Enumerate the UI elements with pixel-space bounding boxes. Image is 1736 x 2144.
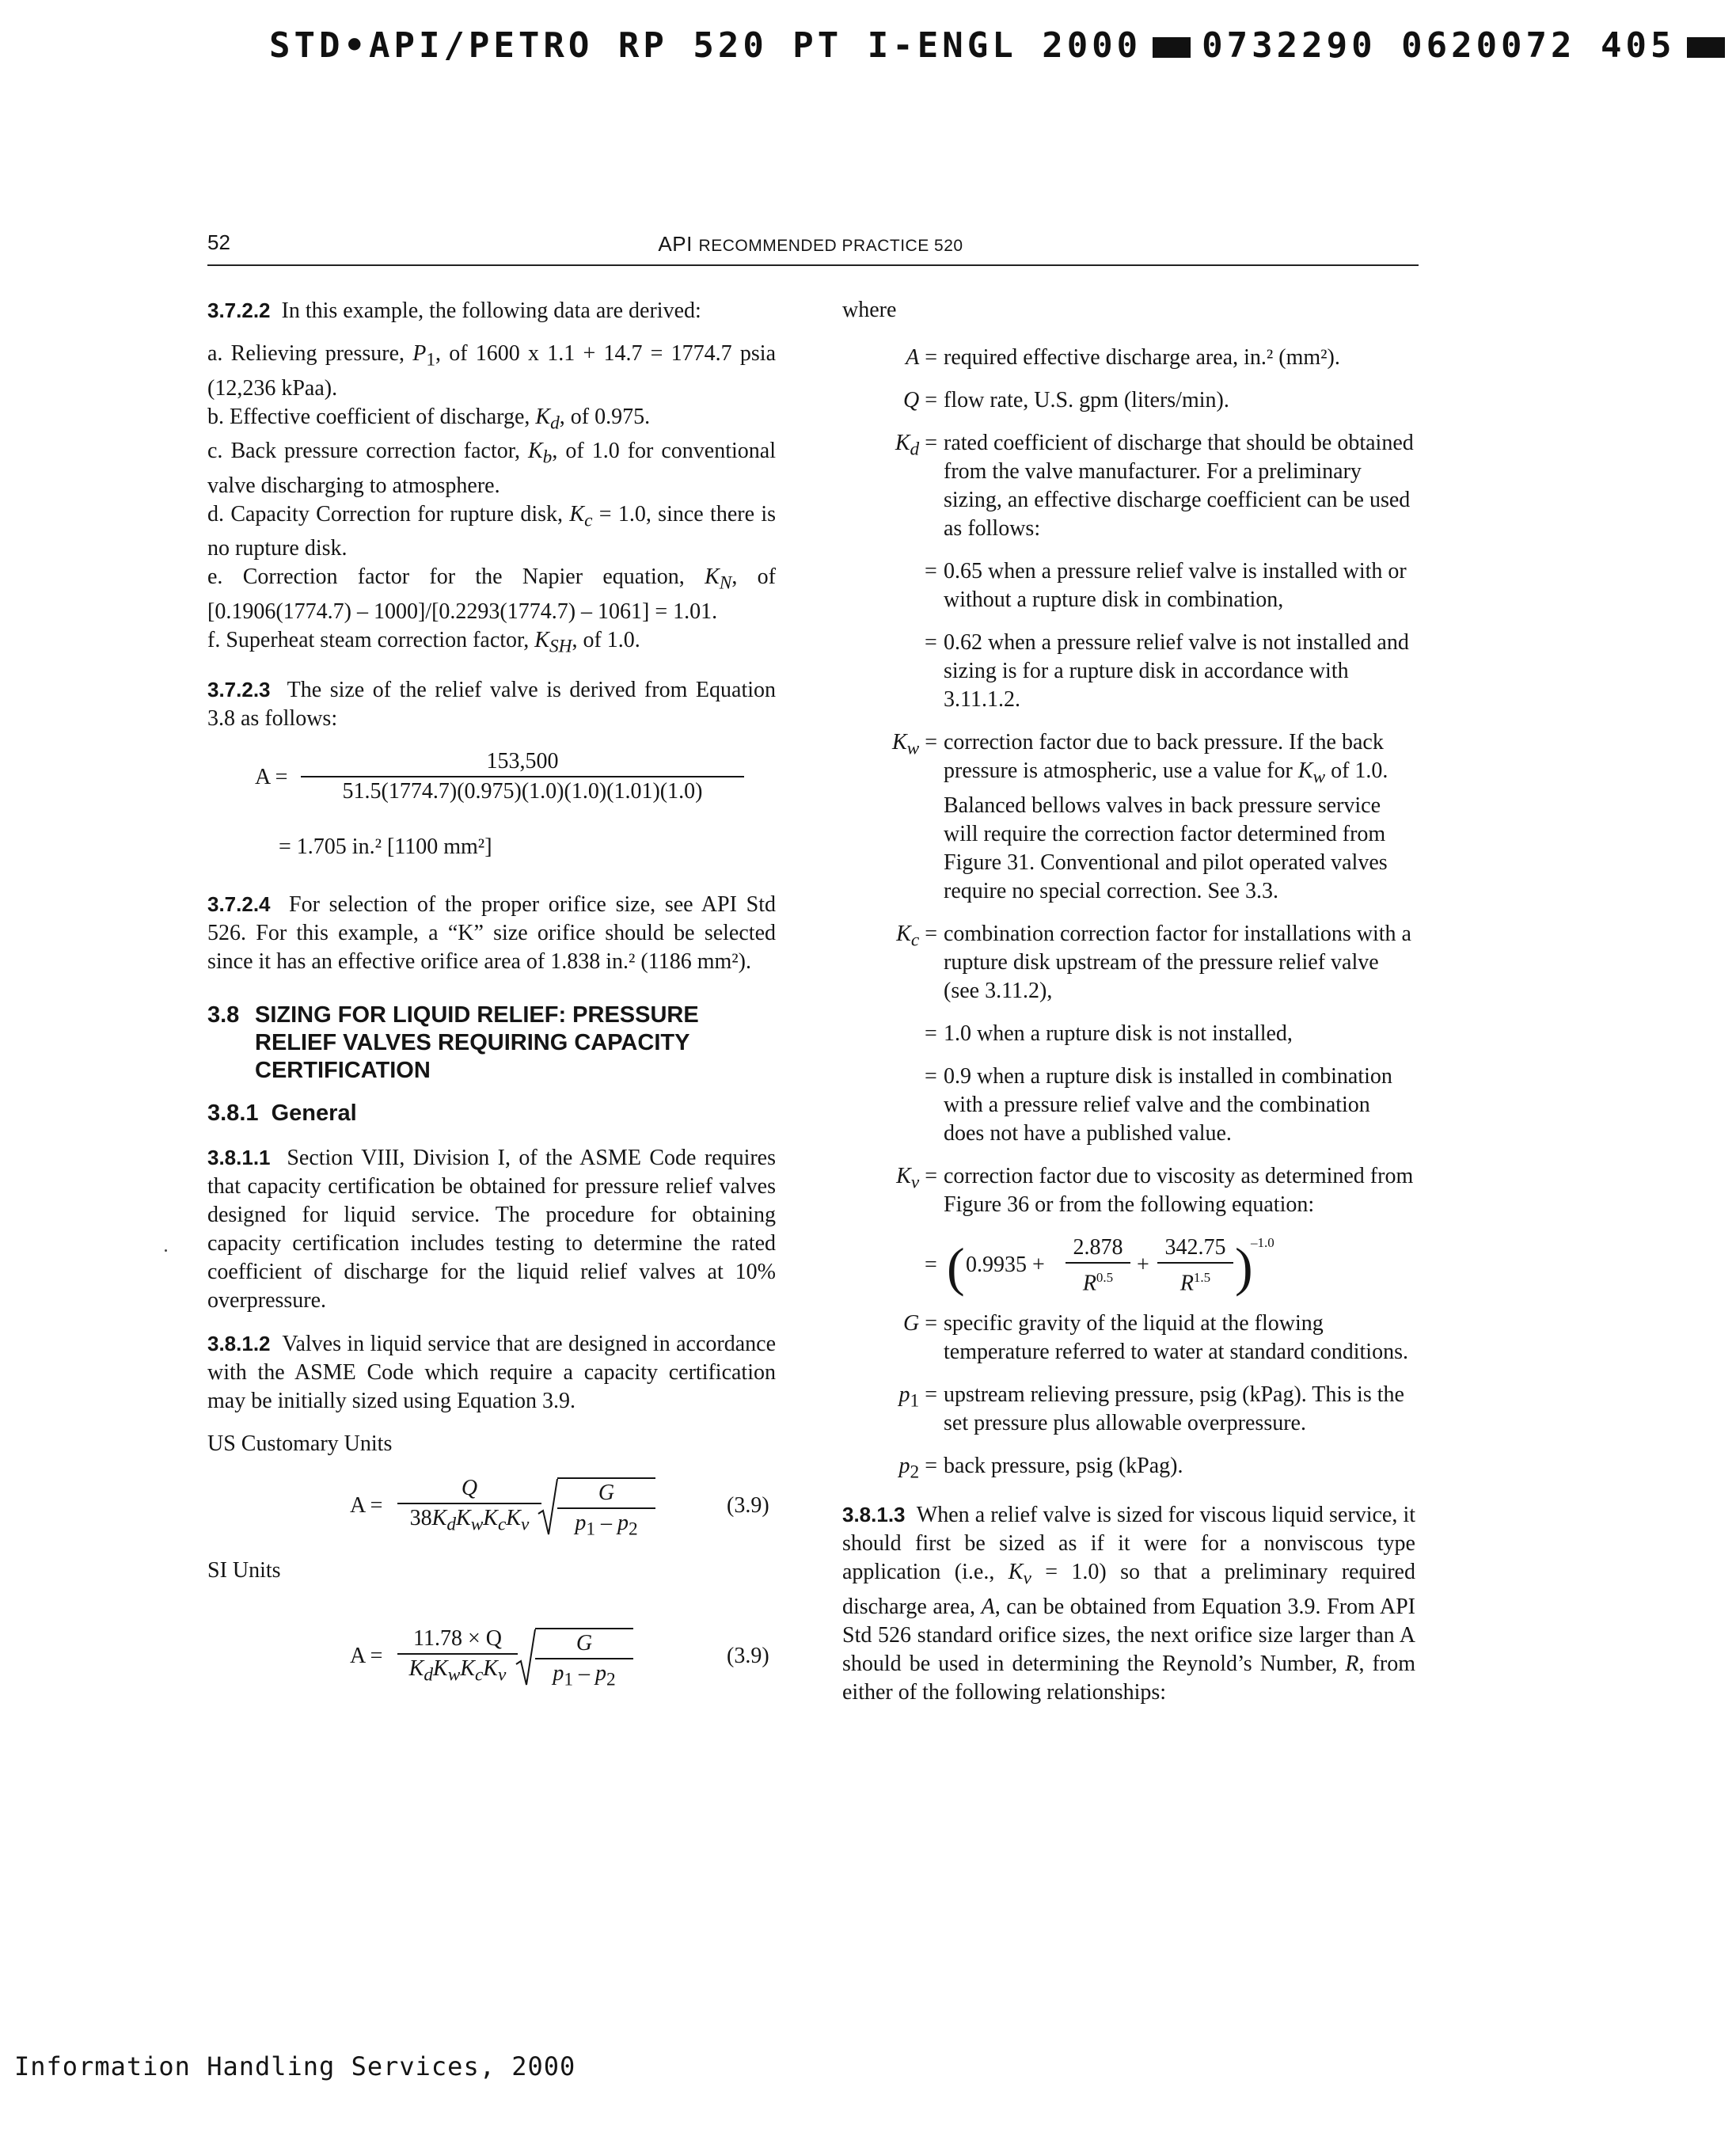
list-item-d: d. Capacity Correction for rupture disk, $K_c = 1.0$, since there is no rupture disk. xyxy=(207,501,776,561)
definition-symbol: Q = xyxy=(902,388,937,412)
g-symbol: G xyxy=(576,1630,593,1656)
definition-text: specific gravity of the liquid at the flowing temperature referred to water at standard conditions. xyxy=(944,1310,1408,1364)
section-number: 3.8.1.3 xyxy=(842,1503,906,1527)
equals-sign: = xyxy=(925,1252,937,1277)
definition-A xyxy=(842,344,1415,372)
section-heading-3-8 xyxy=(207,1002,776,1085)
definition-symbol: $p_1$ = xyxy=(898,1382,937,1412)
definition-text: combination correction factor for installations with a rupture disk upstream of the pressure relief valve (see 3.11.2), xyxy=(944,921,1411,1003)
q-symbol: Q xyxy=(461,1475,478,1500)
equation-number: (3.9) xyxy=(727,1492,769,1518)
paragraph-text: The size of the relief valve is derived from Equation 3.8 as follows: xyxy=(207,677,777,731)
list-item-b: b. Effective coefficient of discharge, $K_d$, of 0.975. xyxy=(207,404,651,434)
heading-title: SIZING FOR LIQUID RELIEF: PRESSURE RELIEF VALVES REQUIRING CAPACITY CERTIFICATION xyxy=(255,1002,699,1083)
item-text: , of 0.975. xyxy=(559,404,651,429)
subsection-heading-3-8-1 xyxy=(207,1099,776,1127)
paragraph-3-8-1-1 xyxy=(207,1143,776,1315)
radical-numerator xyxy=(535,1629,633,1658)
definition-p2 xyxy=(842,1452,1415,1487)
fraction-denominator: $K_dK_wK_cK_v$ xyxy=(397,1653,518,1690)
running-head-part: API xyxy=(658,232,699,256)
list-item-e: e. Correction factor for the Napier equation, $K_N$, of [0.1906(1774.7) – 1000]/[0.2293(1774.7) – 1061] = 1.01. xyxy=(207,565,776,624)
right-column xyxy=(842,296,1415,1721)
header-rule xyxy=(207,264,1419,266)
item-text: f. Superheat steam correction factor, xyxy=(207,627,535,652)
paragraph-3-7-2-4 xyxy=(207,890,776,976)
scan-speck xyxy=(165,1249,167,1252)
definition-Q xyxy=(842,386,1415,415)
item-text: a. Relieving pressure, xyxy=(207,341,413,366)
text-part: When a relief valve is sized for viscous liquid service, it should first be sized as if it were for a nonviscous type application (i.e., xyxy=(842,1503,1416,1585)
kd-value-1: = 0.65 when a pressure relief valve is installed with or without a rupture disk in combination, xyxy=(842,557,1415,614)
definition-text: correction factor due to back pressure. If the back pressure is atmospheric, use a value for $K_w$ of 1.0. Balanced bellows valves in back pressure service will require the correction factor determined from Figure 31. Conventional and pilot operated valves require no special correction. See 3.3. xyxy=(944,730,1388,903)
fraction-numerator: 11.78 × Q xyxy=(413,1625,502,1651)
text-part: , from either of the following relationships: xyxy=(842,1651,1415,1705)
definition-symbol: $K_v$ = xyxy=(896,1163,937,1193)
paragraph-3-7-2-3 xyxy=(207,675,776,733)
item-text: b. Effective coefficient of discharge, xyxy=(207,404,536,429)
definition-text: required effective discharge area, in.² (mm²). xyxy=(944,345,1340,370)
definition-text: back pressure, psig (kPag). xyxy=(944,1453,1183,1478)
r-symbol: R xyxy=(1179,1270,1194,1295)
si-units-label: SI Units xyxy=(207,1557,281,1583)
definition-text: flow rate, U.S. gpm (liters/min). xyxy=(944,388,1229,412)
equation-fraction xyxy=(397,1474,541,1539)
item-text: d. Capacity Correction for rupture disk, xyxy=(207,501,570,526)
definition-Kc xyxy=(842,920,1415,1005)
stamp-left: STD•API/PETRO RP 520 PT I-ENGL 2000 xyxy=(269,25,1142,66)
stamp-right: 0732290 0620072 405 xyxy=(1202,25,1676,66)
item-text: , of [0.1906(1774.7) – 1000]/[0.2293(1774.7) – 1061] = 1.01. xyxy=(207,565,776,624)
equation-lhs: A = xyxy=(255,764,288,789)
item-text: , of 1600 x 1.1 + 14.7 = 1774.7 psia (12,236 kPaa). xyxy=(207,341,776,401)
paragraph-3-8-1-3: 3.8.1.3 When a relief valve is sized for viscous liquid service, it should first be sized as if it were for a nonviscous type application (i.e., $K_v = 1.0$) so that a preliminary required discharge area, A, can be obtained from Equation 3.9. From API Std 526 standard orifice sizes, the next orifice size larger than A should be used in determining the Reynold’s Number, R, from either of the following relationships: xyxy=(842,1503,1416,1705)
item-text: = 1.0, since there is no rupture disk. xyxy=(207,501,776,561)
fraction-numerator: 2.878 xyxy=(1073,1234,1123,1260)
right-paren: ) xyxy=(1235,1236,1253,1297)
kd-value-2: = 0.62 when a pressure relief valve is not installed and sizing is for a rupture disk in accordance with 3.11.1.2. xyxy=(842,629,1415,714)
definition-p1 xyxy=(842,1381,1415,1438)
definition-Kd xyxy=(842,429,1415,543)
running-head-part: RECOMMENDED xyxy=(698,237,842,255)
text-part: , can be obtained from Equation 3.9. From API Std 526 standard orifice sizes, the next orifice size larger than A should be used in determining the Reynold’s Number, xyxy=(842,1594,1415,1676)
radical-sign xyxy=(538,1477,559,1538)
definition-text: rated coefficient of discharge that should be obtained from the valve manufacturer. For a preliminary sizing, an effective discharge coefficient can be used as follows: xyxy=(944,431,1414,541)
item-text: , of 1.0. xyxy=(572,627,640,652)
heading-title: General xyxy=(271,1100,357,1126)
value-text: 0.9 when a rupture disk is installed in combination with a pressure relief valve and the combination does not have a published value. xyxy=(944,1063,1392,1146)
r-symbol: R xyxy=(1082,1270,1096,1295)
paragraph-3-7-2-2 xyxy=(207,296,776,325)
fraction-denominator: $38K_dK_wK_cK_v$ xyxy=(397,1503,541,1539)
fraction-numerator xyxy=(397,1474,541,1503)
equation-3-9-si xyxy=(207,1625,776,1707)
document-stamp xyxy=(269,25,1736,66)
list-item-c: c. Back pressure correction factor, $K_b$, of 1.0 for conventional valve discharging to atmosphere. xyxy=(207,439,776,498)
equation-lhs: A = xyxy=(350,1643,383,1668)
definition-text: correction factor due to viscosity as determined from Figure 36 or from the following equation: xyxy=(944,1163,1414,1217)
value-text: 1.0 when a rupture disk is not installed, xyxy=(944,1021,1293,1046)
us-units-label: US Customary Units xyxy=(207,1431,393,1456)
fraction-denominator xyxy=(1157,1262,1233,1298)
page-number: 52 xyxy=(207,230,230,254)
kc-value-1: = 1.0 when a rupture disk is not installed, xyxy=(842,1020,1415,1048)
item-text: e. Correction factor for the Napier equation, xyxy=(207,565,705,590)
plus-sign: + xyxy=(1137,1252,1149,1277)
exponent: 0.5 xyxy=(1096,1269,1114,1285)
section-number: 3.7.2.2 xyxy=(207,298,271,322)
kc-value-2: = 0.9 when a rupture disk is installed in combination with a pressure relief valve and the combination does not have a published value. xyxy=(842,1062,1415,1148)
power-exponent: –1.0 xyxy=(1251,1234,1274,1250)
definition-text: upstream relieving pressure, psig (kPag). This is the set pressure plus allowable overpressure. xyxy=(944,1382,1404,1435)
definition-G xyxy=(842,1310,1415,1367)
definition-symbol: A = xyxy=(906,345,937,370)
list-item-a: a. Relieving pressure, $P_1$, of 1600 x 1.1 + 14.7 = 1774.7 psia (12,236 kPaa). xyxy=(207,341,776,401)
equation-fraction xyxy=(301,747,744,806)
definition-Kw xyxy=(842,728,1415,906)
heading-number: 3.8.1 xyxy=(207,1100,259,1126)
text-part: correction factor due to back pressure. If the back pressure is atmospheric, use a value for xyxy=(944,730,1384,783)
left-paren: ( xyxy=(947,1236,965,1297)
radical-fraction xyxy=(557,1477,655,1544)
heading-number: 3.8 xyxy=(207,1002,240,1028)
section-number: 3.8.1.1 xyxy=(207,1145,271,1169)
radical-fraction xyxy=(535,1628,633,1694)
definition-symbol: $K_w$ = xyxy=(891,730,937,759)
fraction-denominator xyxy=(1066,1262,1130,1298)
paragraph-text: Section VIII, Division I, of the ASME Code requires that capacity certification be obtained for pressure relief valves designed for liquid service. The procedure for obtaining capacity certification includes testing to determine the rated coefficient of discharge for the liquid relief valves at 10% overpressure. xyxy=(207,1145,777,1313)
fraction-2 xyxy=(1157,1234,1233,1298)
section-number: 3.7.2.4 xyxy=(207,891,271,916)
fraction-denominator: 51.5(1774.7)(0.975)(1.0)(1.0)(1.01)(1.0) xyxy=(301,776,744,806)
footer-source: Information Handling Services, 2000 xyxy=(14,2051,576,2081)
where-label: where xyxy=(842,298,897,322)
derived-data-list xyxy=(207,340,776,661)
stamp-block xyxy=(1153,37,1191,58)
stamp-block-end xyxy=(1687,37,1725,58)
text-part: of 1.0. Balanced bellows valves in back pressure service will require the correction factor determined from Figure 31. Conventional and pilot operated valves require no special correction. See 3.3. xyxy=(944,758,1388,903)
running-head-part: PRACTICE 520 xyxy=(841,237,963,255)
fraction-numerator: 342.75 xyxy=(1164,1234,1226,1260)
section-number: 3.7.2.3 xyxy=(207,677,271,701)
paragraph-text: Valves in liquid service that are designed in accordance with the ASME Code which require a capacity certification may be initially sized using Equation 3.9. xyxy=(207,1331,776,1413)
paragraph-text: In this example, the following data are derived: xyxy=(281,298,701,323)
equation-number: (3.9) xyxy=(727,1643,769,1668)
paragraph-text: For selection of the proper orifice size, see API Std 526. For this example, a “K” size orifice should be selected since it has an effective orifice area of 1.838 in.² (1186 mm²). xyxy=(207,891,777,974)
text-part: = 1.0) so that a preliminary required discharge area, xyxy=(842,1560,1415,1619)
exponent: 1.5 xyxy=(1193,1269,1211,1285)
radical-numerator xyxy=(557,1479,655,1507)
g-symbol: G xyxy=(598,1480,615,1505)
definition-symbol: G = xyxy=(902,1310,937,1336)
value-text: 0.65 when a pressure relief valve is installed with or without a rupture disk in combination, xyxy=(944,559,1407,612)
constant-term: 0.9935 + xyxy=(966,1252,1045,1277)
radical-denominator: $p_1 - p_2$ xyxy=(535,1658,633,1694)
paragraph-3-8-1-2 xyxy=(207,1329,776,1416)
fraction-1 xyxy=(1066,1234,1130,1298)
item-text: c. Back pressure correction factor, xyxy=(207,439,528,464)
running-head xyxy=(0,230,1621,260)
equation-3-9-us xyxy=(207,1474,776,1557)
equation-fraction xyxy=(397,1625,518,1690)
equation-A xyxy=(207,747,776,833)
equation-result: = 1.705 in.² [1100 mm²] xyxy=(279,834,492,859)
radical-denominator: $p_1 - p_2$ xyxy=(557,1507,655,1544)
definition-symbol: $K_c$ = xyxy=(896,921,937,951)
definition-symbol: $K_d$ = xyxy=(895,431,937,460)
left-column xyxy=(207,296,776,1707)
value-text: 0.62 when a pressure relief valve is not installed and sizing is for a rupture disk in accordance with 3.11.1.2. xyxy=(944,630,1409,712)
list-item-f: f. Superheat steam correction factor, $K_{SH}$, of 1.0. xyxy=(207,627,640,657)
item-text: , of 1.0 for conventional valve discharging to atmosphere. xyxy=(207,439,776,498)
definition-symbol: $p_2$ = xyxy=(898,1453,937,1483)
definition-Kv xyxy=(842,1162,1415,1219)
equation-kv xyxy=(842,1234,1415,1310)
radical-sign xyxy=(516,1628,537,1688)
section-number: 3.8.1.2 xyxy=(207,1331,271,1355)
equation-lhs: A = xyxy=(350,1492,383,1518)
fraction-numerator: 153,500 xyxy=(486,748,559,774)
